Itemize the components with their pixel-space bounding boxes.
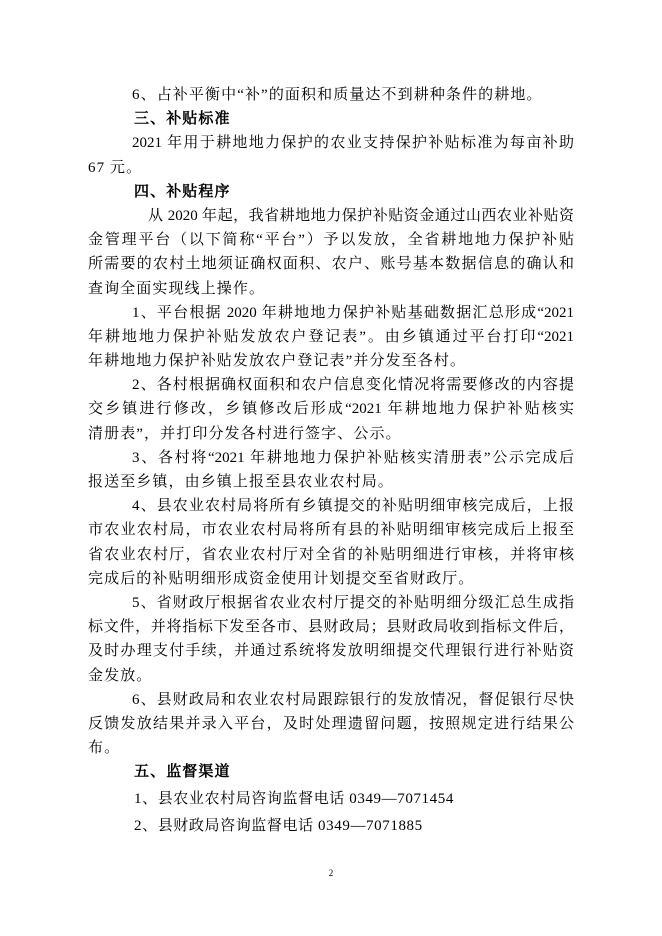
text-line: 市农业农村局，市农业农村局将所有县的补贴明细审核完成后上报至 [88, 522, 574, 539]
section-heading: 三、补贴标准 [134, 111, 231, 128]
paragraph-step-5 [88, 591, 574, 688]
text-line: 6、县财政局和农业农村局跟踪银行的发放情况，督促银行尽快 [132, 691, 574, 708]
text-line: 4、县农业农村局将所有乡镇提交的补贴明细审核完成后，上报 [132, 498, 574, 515]
supervision-hotline-finance: 2、县财政局咨询监督电话 0349—7071885 [134, 817, 423, 834]
text-line: 及时办理支付手续，并通过系统将发放明细提交代理银行进行补贴资 [88, 643, 574, 660]
text-line: 1、平台根据 2020 年耕地地力保护补贴基础数据汇总形成“2021 [132, 304, 574, 321]
text-line: 标文件，并将指标下发至各市、县财政局；县财政局收到指标文件后， [88, 619, 574, 636]
text-line: 3、各村将“2021 年耕地地力保护补贴核实清册表”公示完成后 [132, 449, 574, 466]
text-line: 报送至乡镇，由乡镇上报至县农业农村局。 [88, 474, 394, 490]
text-line: 6、占补平衡中“补”的面积和质量达不到耕种条件的耕地。 [132, 87, 543, 103]
page-number: 2 [328, 868, 334, 878]
section-subsidy-standard [88, 107, 574, 180]
text-line: 交乡镇进行修改，乡镇修改后形成“2021 年耕地地力保护补贴核实 [88, 401, 574, 418]
text-line: 反馈发放结果并录入平台，及时处理遗留问题，按照规定进行结果公 [88, 715, 574, 732]
section-supervision-channels [88, 760, 574, 840]
text-line: 金管理平台（以下简称“平台”）予以发放，全省耕地地力保护补贴 [88, 232, 574, 249]
text-line: 2、各村根据确权面积和农户信息变化情况将需要修改的内容提 [132, 377, 574, 394]
text-line: 所需要的农村土地须证确权面积、农户、账号基本数据信息的确认和 [88, 256, 574, 273]
document-body [88, 83, 574, 840]
text-line: 查询全面实现线上操作。 [88, 280, 266, 297]
section-heading: 五、监督渠道 [134, 764, 231, 781]
supervision-hotline-agriculture: 1、县农业农村局咨询监督电话 0349—7071454 [134, 790, 454, 807]
paragraph-item-6 [88, 83, 574, 107]
text-line: 5、省财政厅根据省农业农村厅提交的补贴明细分级汇总生成指 [132, 594, 574, 611]
section-heading: 四、补贴程序 [134, 183, 231, 200]
text-line: 清册表”，并打印分发各村进行签字、公示。 [88, 425, 402, 442]
paragraph [88, 131, 574, 179]
text-line: 年耕地地力保护补贴发放农户登记表”并分发至各村。 [88, 353, 467, 370]
paragraph-step-6 [88, 688, 574, 761]
paragraph [88, 204, 574, 301]
text-line: 从 2020 年起，我省耕地地力保护补贴资金通过山西农业补贴资 [148, 207, 574, 224]
paragraph-step-3 [88, 446, 574, 494]
text-line: 67 元。 [88, 159, 143, 176]
paragraph-step-4 [88, 494, 574, 591]
text-line: 2021 年用于耕地地力保护的农业支持保护补贴标准为每亩补助 [132, 135, 574, 152]
text-line: 省农业农村厅，省农业农村厅对全省的补贴明细进行审核，并将审核 [88, 546, 574, 563]
text-line: 金发放。 [88, 667, 153, 684]
paragraph-step-2 [88, 373, 574, 446]
text-line: 年耕地地力保护补贴发放农户登记表”。由乡镇通过平台打印“2021 [88, 328, 574, 345]
text-line: 完成后的补贴明细形成资金使用计划提交至省财政厅。 [88, 570, 475, 587]
text-line: 布。 [88, 740, 121, 757]
section-subsidy-procedure [88, 180, 574, 761]
paragraph-step-1 [88, 301, 574, 374]
